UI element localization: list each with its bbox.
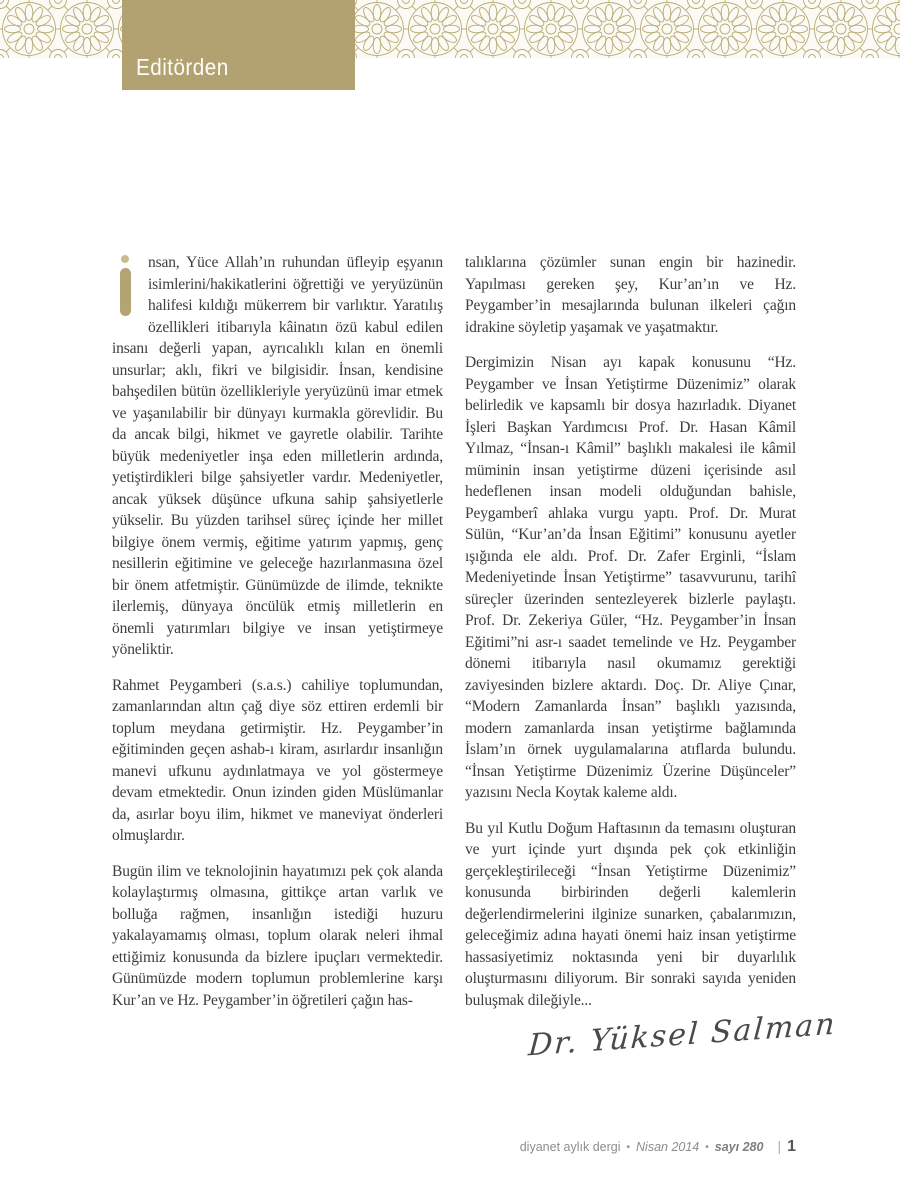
paragraph: Bu yıl Kutlu Doğum Haftasının da temasını oluşturan ve yurt içinde yurt dışında pek çok etkinliğin gerçekleştirileceği “İnsan Yetiştirme Düzenimiz” konusunda birbirinden değerli kalemlerin değerlendirmelerini ilginize sunarken, çabalarımızın, geleceğimiz adına hayati önemi haiz insan yetiştirme hassasiyetimiz noktasında yeni bir duyarlılık oluşturmasını diliyorum. Bir sonraki sayıda yeniden buluşmak dileğiyle... [465,819,796,1009]
dropcap-i [114,255,136,319]
paragraph [112,252,443,661]
footer-divider: | [777,1138,782,1154]
editor-signature: Dr. Yüksel Salman [527,1006,838,1064]
section-label [122,0,355,90]
dropcap-bar [120,268,131,316]
footer-magazine-name: diyanet aylık dergi [519,1140,621,1154]
footer-bullet: • [626,1142,631,1153]
right-column [465,252,796,1025]
left-column [112,252,443,1025]
page-number: 1 [787,1138,796,1155]
paragraph: Dergimizin Nisan ayı kapak konusunu “Hz. Peygamber ve İnsan Yetiştirme Düzenimiz” olarak belirledik ve kapsamlı bir dosya hazırladık. Diyanet İşleri Başkan Yardımcısı Prof. Dr. Hasan Kâmil Yılmaz, “İnsan-ı Kâmil” başlıklı makalesi ile kâmil müminin insan yetiştirme düzeni içerisinde asıl hedeflenen insan modeli olduğundan bahisle, Peygamberî ahlaka vurgu yaptı. Prof. Dr. Murat Sülün, “Kur’an’da İnsan Eğitimi” konusunu ayetler ışığında ele aldı. Prof. Dr. Zafer Erginli, “İslam Medeniyetinde İnsan Yetiştirme” tasavvurunu, tarihî süreçler üzerinden sentezleyerek bizlerle paylaştı. Prof. Dr. Zekeriya Güler, “Hz. Peygamber’in İnsan Eğitimi”ni asr-ı saadet temelinde ve Hz. Peygamber dönemi itibarıyla nasıl okumamız gerektiği zaviyesinden bizlere aktardı. Doç. Dr. Aliye Çınar, “Modern Zamanlarda İnsan” başlıklı yazısında, modern zamanlarda insan yetiştirme bağlamında İslam’ın örnek uygulamalarına atıflarda bulundu. “İnsan Yetiştirme Düzenimiz Üzerine Düşünceler” yazısını Necla Koytak kaleme aldı. [465,354,796,801]
page-footer [520,1138,796,1156]
footer-issue-date: Nisan 2014 [636,1140,700,1154]
footer-issue-number: sayı 280 [714,1140,764,1154]
editorial-article [112,252,796,1025]
dropcap-dot [121,255,129,263]
paragraph-text: nsan, Yüce Allah’ın ruhundan üfleyip eşyanın isimlerini/hakikatlerini öğrettiği ve yeryüzünün halifesi kıldığı mükerrem bir varlıktır. Yaratılış özellikleri itibarıyla kâinatın özü kabul edilen insanı değerli yapan, ayrıcalıklı kılan en önemli unsurlar; aklı, fikri ve bilgisidir. İnsan, kendisine bahşedilen bütün özellikleriyle yeryüzünü imar etmek ve yaşanılabilir bir dünyayı kurmakla görevlidir. Bu da ancak bilgi, hikmet ve gayretle olabilir. Tarihte büyük medeniyetler inşa eden milletlerin ardında, yetiştirdikleri bilge şahsiyetler vardır. Medeniyetler, ancak yüksek düşünce ufkuna sahip şahsiyetlerle yükselir. Bu yüzden tarihsel süreç içinde her millet bilgiye önem vermiş, eğitime yatırım yapmış, genç nesillerin eğitimine ve geleceğe hazırlanmasına özel bir önem atfetmiştir. Günümüzde de ilimde, teknikte ilerlemiş, dünyaya öncülük etmiş milletlerin en önemli yatırımları bilgiye ve insan yetiştirmeye yöneliktir. [112,254,443,658]
paragraph: Rahmet Peygamberi (s.a.s.) cahiliye toplumundan, zamanlarından altın çağ diye söz ettiren erdemli bir toplum meydana getirmiştir. Hz. Peygamber’in eğitiminden geçen ashab-ı kiram, asırlardır insanlığın manevi ufkunu aydınlatmaya ve yol göstermeye devam etmektedir. Onun izinden giden Müslümanlar da, asırlar boyu ilim, hikmet ve maneviyat önderleri olmuşlardır. [112,676,443,844]
section-label-text: Editörden [136,54,229,80]
paragraph: talıklarına çözümler sunan engin bir hazinedir. Yapılması gereken şey, Kur’an’ın ve Hz. Peygamber’in mesajlarında bulunan ilkeleri çağın idrakine söyletip yaşamak ve yaşatmaktır. [465,254,796,336]
footer-bullet: • [705,1142,709,1153]
paragraph: Bugün ilim ve teknolojinin hayatımızı pek çok alanda kolaylaştırmış olmasına, gittikçe artan varlık ve bolluğa rağmen, insanlığın istediği huzuru yakalayamamış olması, toplum olarak neleri ihmal ettiğimiz konusunda da bizlere ipuçları vermektedir. Günümüzde modern toplumun problemlerine karşı Kur’an ve Hz. Peygamber’in öğretileri çağın has- [112,862,443,1009]
